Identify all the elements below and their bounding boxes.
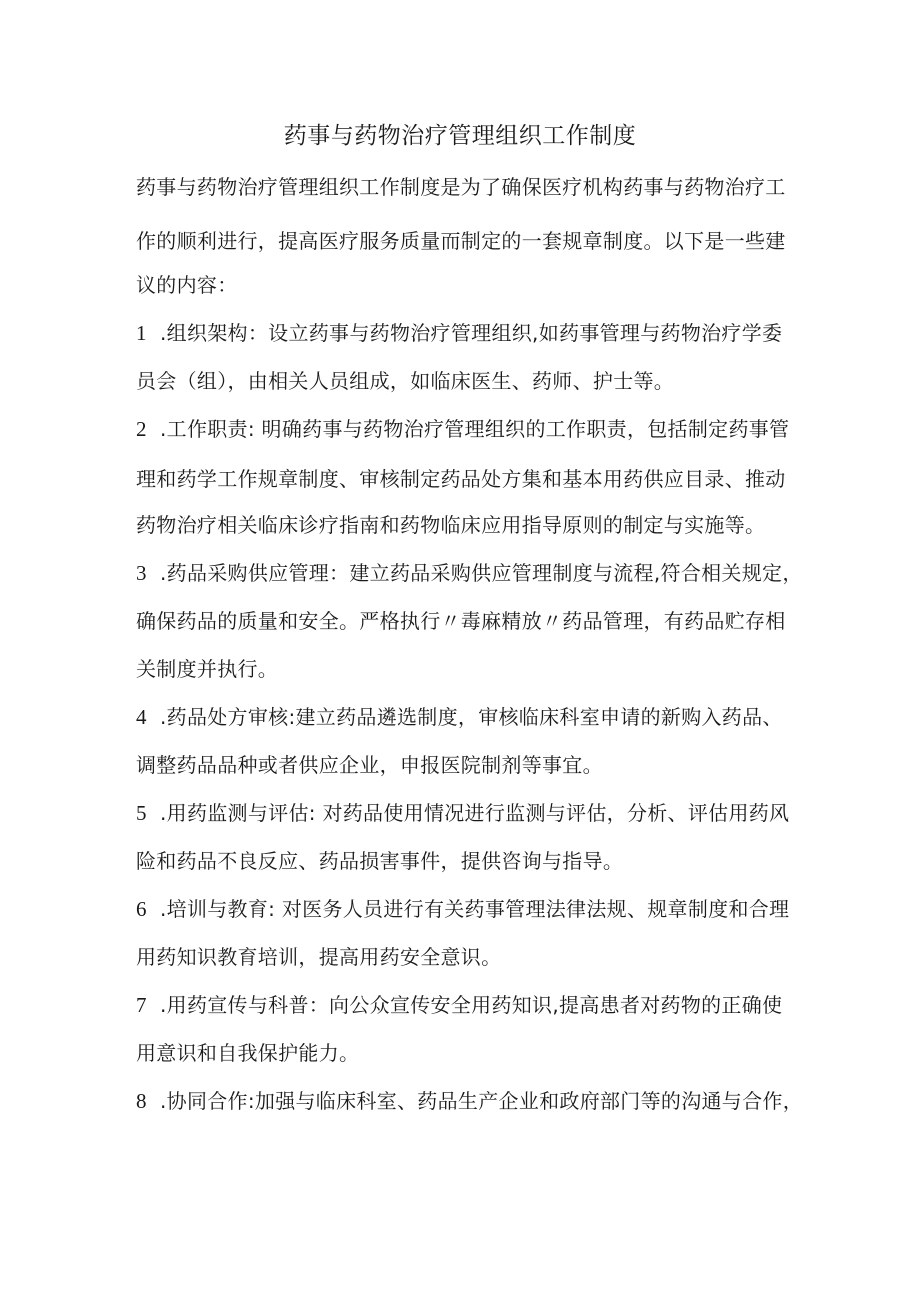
item-number: 6 xyxy=(136,897,147,921)
item-text: 用药知识教育培训，提高用药安全意识。 xyxy=(136,945,502,969)
item-number: 8 xyxy=(136,1089,147,1113)
item-text: 险和药品不良反应、药品损害事件，提供咨询与指导。 xyxy=(136,849,624,873)
item-number: 2 xyxy=(136,417,147,441)
item-text: 用意识和自我保护能力。 xyxy=(136,1041,360,1065)
item-text: .工作职责: 明确药事与药物治疗管理组织的工作职责，包括制定药事管 xyxy=(160,417,790,441)
item-text: .用药监测与评估: 对药品使用情况进行监测与评估，分析、评估用药风 xyxy=(160,801,790,825)
item-number: 1 xyxy=(136,321,147,345)
list-item-8 xyxy=(136,1086,803,1116)
item-text: 调整药品品种或者供应企业，申报医院制剂等事宜。 xyxy=(136,753,603,777)
list-item-7 xyxy=(136,990,796,1020)
list-item-2 xyxy=(136,414,796,444)
item-number: 4 xyxy=(136,705,147,729)
list-item-1 xyxy=(136,318,796,348)
item-text: 确保药品的质量和安全。严格执行〃毒麻精放〃药品管理，有药品贮存相 xyxy=(136,609,786,633)
item-text: .药品采购供应管理：建立药品采购供应管理制度与流程,符合相关规定， xyxy=(160,561,803,585)
item-text: .协同合作:加强与临床科室、药品生产企业和政府部门等的沟通与合作， xyxy=(160,1089,803,1113)
item-number: 5 xyxy=(136,801,147,825)
item-text: .培训与教育: 对医务人员进行有关药事管理法律法规、规章制度和合理 xyxy=(160,897,790,921)
list-item-5 xyxy=(136,798,796,828)
item-text: 药物治疗相关临床诊疗指南和药物临床应用指导原则的制定与实施等。 xyxy=(136,513,766,537)
item-text: 关制度并执行。 xyxy=(136,657,279,681)
item-text: 理和药学工作规章制度、审核制定药品处方集和基本用药供应目录、推动 xyxy=(136,467,786,491)
list-item-6 xyxy=(136,894,796,924)
list-item-4 xyxy=(136,702,796,732)
item-text: .用药宣传与科普：向公众宣传安全用药知识,提高患者对药物的正确使 xyxy=(160,993,783,1017)
intro-line: 议的内容： xyxy=(136,273,238,297)
item-text: .药品处方审核:建立药品遴选制度，审核临床科室申请的新购入药品、 xyxy=(160,705,783,729)
intro-line: 作的顺利进行，提高医疗服务质量而制定的一套规章制度。以下是一些建 xyxy=(136,229,786,253)
document-title: 药事与药物治疗管理组织工作制度 xyxy=(283,123,637,149)
list-item-3 xyxy=(136,558,803,588)
item-text: 员会（组），由相关人员组成，如临床医生、药师、护士等。 xyxy=(136,369,675,393)
item-number: 7 xyxy=(136,993,147,1017)
intro-line: 药事与药物治疗管理组织工作制度是为了确保医疗机构药事与药物治疗工 xyxy=(136,175,786,199)
item-number: 3 xyxy=(136,561,147,585)
item-text: .组织架构：设立药事与药物治疗管理组织,如药事管理与药物治疗学委 xyxy=(160,321,783,345)
